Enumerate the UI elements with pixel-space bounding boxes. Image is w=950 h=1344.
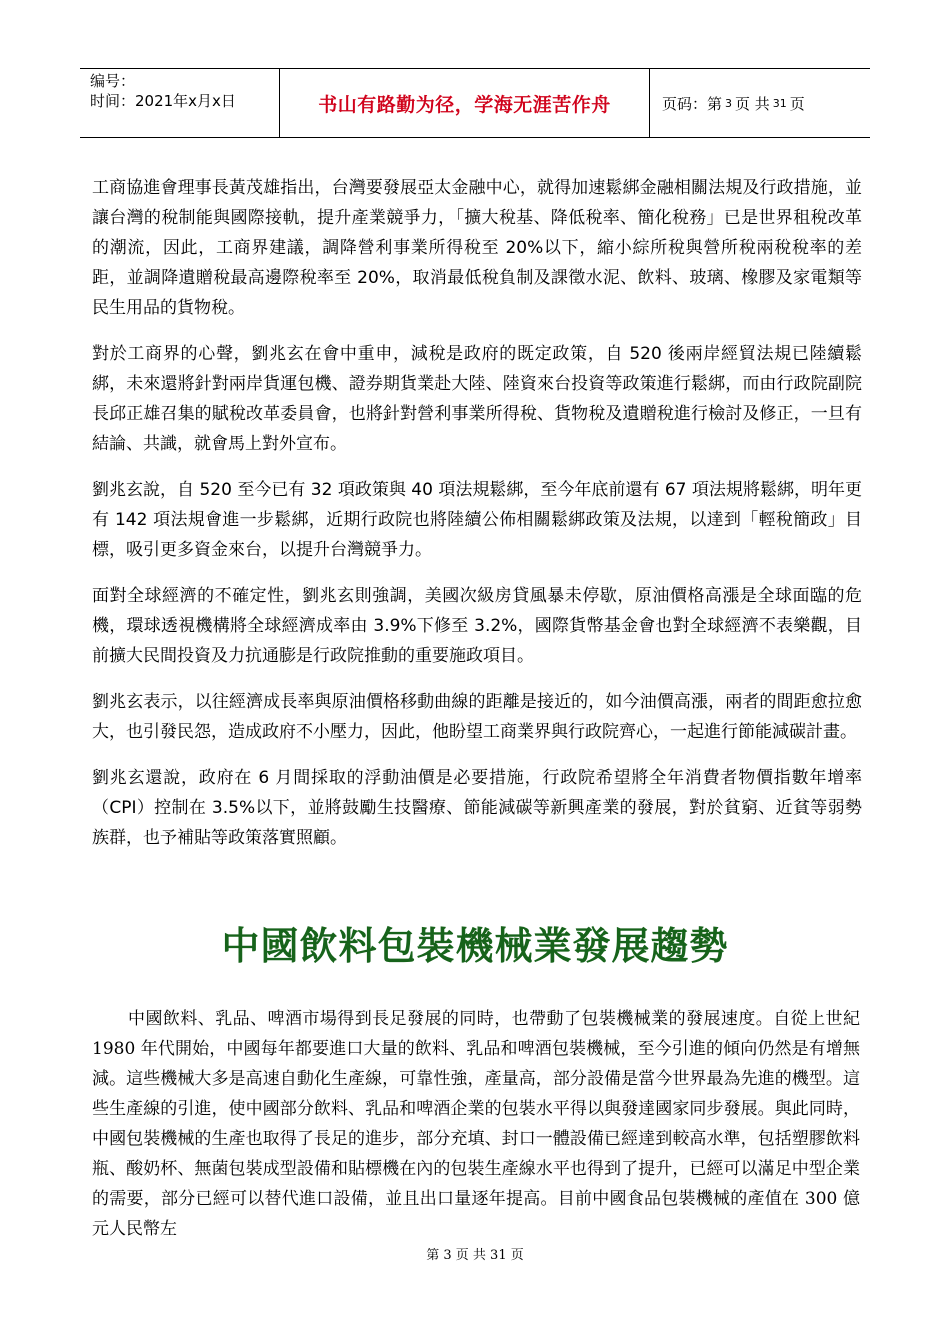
paragraph: 工商協進會理事長黃茂雄指出，台灣要發展亞太金融中心，就得加速鬆綁金融相關法規及行政措施，並讓台灣的稅制能與國際接軌，提升產業競爭力，「擴大稅基、降低稅率、簡化稅務」已是世界租稅改革的潮流，因此，工商界建議，調降營利事業所得稅至 20%以下，縮小綜所稅與營所稅兩稅稅率的差距，並調降遺贈稅最高邊際稅率至 20%，取消最低稅負制及課徵水泥、飲料、玻璃、橡膠及家電類等民生用品的貨物稅。 <box>92 178 862 318</box>
header-motto: 书山有路勤为径，学海无涯苦作舟 <box>318 93 611 116</box>
paragraph: 對於工商界的心聲，劉兆玄在會中重申，減稅是政府的既定政策，自 520 後兩岸經貿法規已陸續鬆綁，未來還將針對兩岸貨運包機、證券期貨業赴大陸、陸資來台投資等政策進行鬆綁，而由行政院副院長邱正雄召集的賦稅改革委員會，也將針對營利事業所得稅、貨物稅及遺贈稅進行檢討及修正，一旦有結論、共識，就會馬上對外宣布。 <box>92 344 862 454</box>
paragraph: 劉兆玄還說，政府在 6 月間採取的浮動油價是必要措施，行政院希望將全年消費者物價指數年增率（CPI）控制在 3.5%以下，並將鼓勵生技醫療、節能減碳等新興產業的發展，對於貧窮、近貧等弱勢族群，也予補貼等政策落實照顧。 <box>92 768 862 848</box>
header-page-info <box>650 69 870 137</box>
page-suffix: 页 <box>789 94 805 113</box>
header-motto-cell <box>280 69 650 137</box>
page-prefix: 页码：第 <box>662 94 723 113</box>
serial-label: 编号： <box>90 72 136 90</box>
paragraph: 劉兆玄說，自 520 至今已有 32 項政策與 40 項法規鬆綁，至今年底前還有 67 項法規將鬆綁，明年更有 142 項法規會進一步鬆綁，近期行政院也將陸續公佈相關鬆綁政策及法規，以達到「輕稅簡政」目標，吸引更多資金來台，以提升台灣競爭力。 <box>92 480 862 560</box>
page-middle: 页 共 <box>735 94 770 113</box>
article-body <box>92 173 862 869</box>
page-total: 31 <box>772 96 787 110</box>
header-info <box>80 69 280 137</box>
paragraph: 面對全球經濟的不確定性，劉兆玄則強調，美國次級房貸風暴未停歇，原油價格高漲是全球面臨的危機，環球透視機構將全球經濟成率由 3.9%下修至 3.2%，國際貨幣基金會也對全球經濟不表樂觀，目前擴大民間投資及力抗通膨是行政院推動的重要施政項目。 <box>92 586 862 666</box>
section-title: 中國飲料包裝機械業發展趨勢 <box>221 924 729 968</box>
section-paragraph: 中國飲料、乳品、啤酒市場得到長足發展的同時，也帶動了包裝機械業的發展速度。自從上世紀 1980 年代開始，中國每年都要進口大量的飲料、乳品和啤酒包裝機械，至今引進的傾向仍然是有增無減。這些機械大多是高速自動化生產線，可靠性強，產量高，部分設備是當今世界最為先進的機型。這些生產線的引進，使中國部分飲料、乳品和啤酒企業的包裝水平得以與發達國家同步發展。與此同時，中國包裝機械的生產也取得了長足的進步，部分充填、封口一體設備已經達到較高水準，包括塑膠飲料瓶、酸奶杯、無菌包裝成型設備和貼標機在內的包裝生產線水平也得到了提升，已經可以滿足中型企業的需要，部分已經可以替代進口設備，並且出口量逐年提高。目前中國食品包裝機械的產值在 300 億元人民幣左 <box>92 1009 860 1239</box>
page-header <box>80 68 870 138</box>
date-label: 时间：2021年x月x日 <box>90 92 236 110</box>
page-number: 3 <box>725 96 733 110</box>
page-footer: 第 3 页 共 31 页 <box>426 1248 524 1263</box>
paragraph: 劉兆玄表示，以往經濟成長率與原油價格移動曲線的距離是接近的，如今油價高漲，兩者的間距愈拉愈大，也引發民怨，造成政府不小壓力，因此，他盼望工商業界與行政院齊心，一起進行節能減碳計畫。 <box>92 692 862 742</box>
